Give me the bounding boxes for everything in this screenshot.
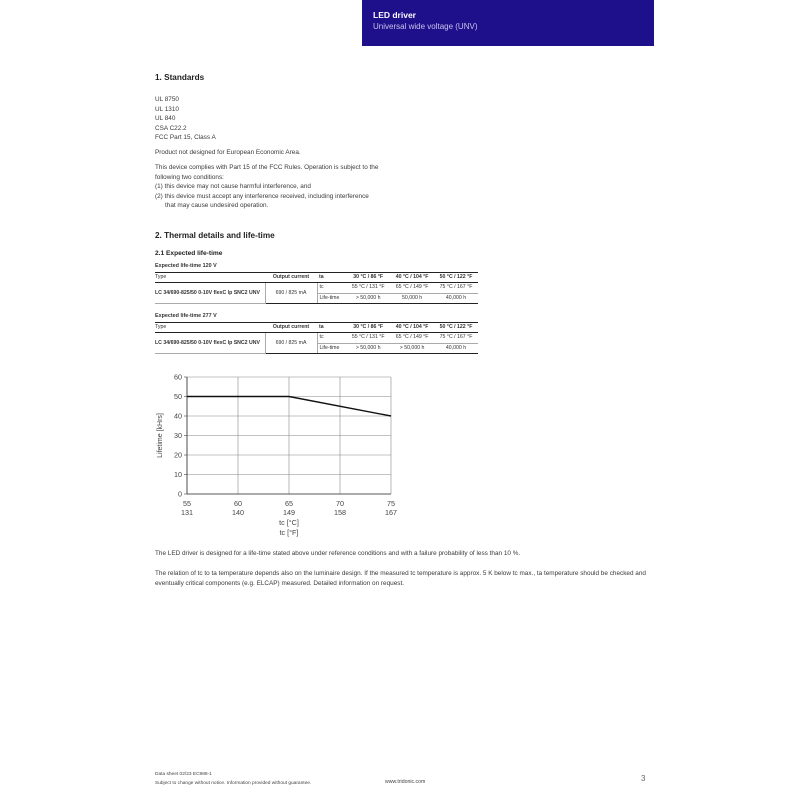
fcc-statement (155, 163, 655, 211)
table-cell: 40,000 h (434, 343, 478, 354)
current-cell: 690 / 825 mA (265, 333, 317, 354)
table-header-row (155, 272, 478, 283)
x-axis-label: tc [°C] (279, 518, 299, 527)
x-tick-label-c: 70 (336, 499, 344, 508)
y-tick-label: 40 (174, 411, 182, 421)
col-header: Type (155, 272, 265, 283)
section-thermal-heading: 2. Thermal details and life-time (155, 230, 275, 240)
x-tick-label-f: 131 (181, 508, 193, 517)
col-header: 40 °C / 104 °F (390, 322, 434, 333)
table-cell: > 50,000 h (346, 343, 390, 354)
y-tick-label: 30 (174, 431, 182, 440)
table-cell: tc (317, 283, 346, 294)
header-banner (362, 0, 654, 46)
table-cell: 75 °C / 167 °F (434, 333, 478, 344)
table-cell: Life-time (317, 343, 346, 354)
section-lifetime-subheading: 2.1 Expected life-time (155, 249, 223, 257)
x-tick-label-c: 55 (183, 499, 191, 508)
standards-list (155, 95, 655, 143)
y-axis-label: Lifetime [kHrs] (157, 413, 164, 458)
table-cell: 40,000 h (434, 293, 478, 304)
col-header: 40 °C / 104 °F (390, 272, 434, 283)
table-caption: Expected life-time 120 V (155, 262, 478, 272)
lifetime-chart (150, 368, 410, 540)
table-cell: tc (317, 333, 346, 344)
x-tick-label-c: 60 (234, 499, 242, 508)
disclaimer: Subject to change without notice. Information provided without guarantee. (155, 781, 312, 786)
x-tick-label-f: 140 (232, 508, 244, 517)
y-tick-label: 0 (178, 489, 182, 499)
datasheet-id: Data sheet 02/23 EC988-1 (155, 772, 212, 777)
x-tick-label-c: 65 (285, 499, 293, 508)
standard-item: UL 840 (155, 115, 176, 123)
lifetime-table-120v (155, 262, 478, 304)
col-header: ta (317, 322, 346, 333)
lifetime-table-277v (155, 312, 478, 354)
col-header: 50 °C / 122 °F (434, 272, 478, 283)
type-cell: LC 34/690-825/50 0-10V flexC lp SNC2 UNV (155, 283, 265, 304)
header-subtitle: Universal wide voltage (UNV) (373, 22, 478, 31)
page-number: 3 (641, 774, 646, 783)
table-cell: > 50,000 h (346, 293, 390, 304)
footer (155, 770, 311, 788)
table-cell: 50,000 h (390, 293, 434, 304)
table-row (155, 333, 478, 344)
table-cell: > 50,000 h (390, 343, 434, 354)
section-standards-heading: 1. Standards (155, 73, 205, 82)
y-tick-label: 50 (174, 392, 182, 401)
table-caption: Expected life-time 277 V (155, 312, 478, 322)
eea-note: Product not designed for European Economic Area. (155, 148, 301, 156)
col-header: 50 °C / 122 °F (434, 322, 478, 333)
col-header: Type (155, 322, 265, 333)
table-cell: 55 °C / 131 °F (346, 333, 390, 344)
fcc-line: that may cause undesired operation. (165, 202, 269, 210)
standard-item: FCC Part 15, Class A (155, 134, 216, 142)
fcc-line: following two conditions: (155, 173, 224, 181)
standard-item: CSA C22.2 (155, 124, 187, 132)
x-tick-label-f: 149 (283, 508, 295, 517)
table-cell: 65 °C / 149 °F (390, 333, 434, 344)
col-header: ta (317, 272, 346, 283)
x-tick-label-f: 158 (334, 508, 346, 517)
table-cell: 55 °C / 131 °F (346, 283, 390, 294)
main-content (155, 72, 655, 354)
col-header: 30 °C / 86 °F (346, 272, 390, 283)
fcc-line: (1) this device may not cause harmful interference, and (155, 183, 311, 191)
x-axis-label-f: tc [°F] (279, 528, 299, 537)
y-tick-label: 60 (174, 372, 182, 382)
table-cell: 75 °C / 167 °F (434, 283, 478, 294)
table-row (155, 283, 478, 294)
col-header: Output current (265, 272, 317, 283)
fcc-line: This device complies with Part 15 of the FCC Rules. Operation is subject to the (155, 164, 379, 172)
y-tick-label: 20 (174, 450, 182, 460)
table-cell: Life-time (317, 293, 346, 304)
x-tick-label-c: 75 (387, 499, 395, 508)
header-title: LED driver (373, 10, 416, 20)
lifetime-paragraph: The LED driver is designed for a life-time stated above under reference conditions and with a failure probability of less than 10 %. (155, 550, 521, 557)
table-header-row (155, 322, 478, 333)
tc-ta-paragraph: The relation of tc to ta temperature depends also on the luminaire design. If the measured tc temperature is approx. 5 K below tc max., ta temperature should be checked and eventually critical components (e.g. ELCAP) measured. Detailed information on request. (155, 570, 646, 587)
fcc-line: (2) this device must accept any interference received, including interference (155, 192, 369, 200)
current-cell: 690 / 825 mA (265, 283, 317, 304)
standard-item: UL 1310 (155, 105, 179, 113)
website-link[interactable]: www.tridonic.com (385, 779, 426, 785)
standard-item: UL 8750 (155, 96, 179, 103)
col-header: Output current (265, 322, 317, 333)
y-tick-label: 10 (174, 470, 182, 479)
x-tick-label-f: 167 (385, 508, 397, 517)
table-cell: 65 °C / 149 °F (390, 283, 434, 294)
type-cell: LC 34/690-825/50 0-10V flexC lp SNC2 UNV (155, 333, 265, 354)
col-header: 30 °C / 86 °F (346, 322, 390, 333)
